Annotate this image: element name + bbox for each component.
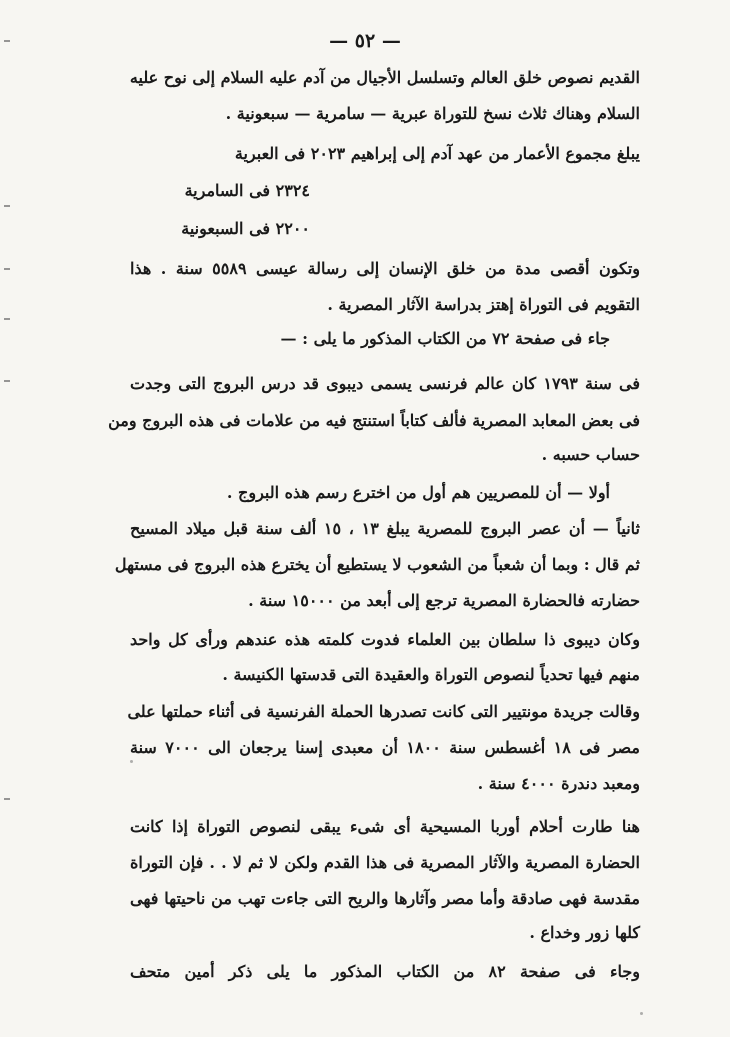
text-line: يبلغ مجموع الأعمار من عهد آدم إلى إبراهيم ٢٠٢٣ فى العبرية [234, 144, 640, 163]
text-line: هنا طارت أحلام أوربا المسيحية أى شىء يبقى لنصوص التوراة إذا كانت [130, 817, 640, 836]
text-line: وتكون أقصى مدة من خلق الإنسان إلى رسالة عيسى ٥٥٨٩ سنة . هذا [130, 259, 641, 278]
scan-speck [640, 1012, 643, 1015]
text-line: ومعبد دندرة ٤٠٠٠ سنة . [477, 774, 640, 793]
scan-mark [4, 268, 10, 270]
scan-mark [4, 380, 10, 382]
text-line: القديم نصوص خلق العالم وتسلسل الأجيال من آدم عليه السلام إلى نوح عليه [129, 68, 640, 87]
text-line: وقالت جريدة مونتيير التى كانت تصدرها الحملة الفرنسية فى أثناء حملتها على [127, 702, 640, 721]
scan-speck [130, 760, 133, 763]
text-line: مقدسة فهى صادقة وأما مصر وآثارها والريح التى جاءت تهب من ناحيتها فهى [130, 889, 640, 908]
scan-mark [4, 318, 10, 320]
text-line: حساب حسبه . [541, 445, 640, 464]
text-line: أولا — أن للمصريين هم أول من اخترع رسم هذه البروج . [226, 483, 610, 502]
text-line: السلام وهناك ثلاث نسخ للتوراة عبرية — سامرية — سبعونية . [225, 104, 640, 123]
text-line: وجاء فى صفحة ٨٢ من الكتاب المذكور ما يلى ذكر أمين متحف [130, 962, 641, 981]
scan-mark [4, 40, 10, 42]
text-line: التقويم فى التوراة إهتز بدراسة الآثار المصرية . [327, 295, 640, 314]
text-line: ثم قال : وبما أن شعباً من الشعوب لا يستطيع أن يخترع هذه البروج فى مستهل [114, 555, 640, 574]
text-line: الحضارة المصرية والآثار المصرية فى هذا القدم ولكن لا ثم لا . . فإن التوراة [130, 853, 640, 872]
text-line: منهم فيها تحدياً لنصوص التوراة والعقيدة التى قدستها الكنيسة . [222, 665, 640, 684]
text-line: ثانياً — أن عصر البروج للمصرية يبلغ ١٣ ، ١٥ ألف سنة قبل ميلاد المسيح [130, 519, 640, 538]
scan-mark [4, 205, 10, 207]
page-number: — ٥٢ — [329, 30, 401, 52]
scan-mark [4, 798, 10, 800]
text-line: فى بعض المعابد المصرية فألف كتاباً استنتج فيه من علامات فى هذه البروج ومن [108, 411, 640, 430]
text-line: مصر فى ١٨ أغسطس سنة ١٨٠٠ أن معبدى إسنا يرجعان الى ٧٠٠٠ سنة [130, 738, 640, 757]
text-line: جاء فى صفحة ٧٢ من الكتاب المذكور ما يلى : — [280, 329, 610, 348]
text-line: وكان ديبوى ذا سلطان بين العلماء فدوت كلمته هذه عندهم ورأى كل واحد [130, 630, 640, 649]
text-line: فى سنة ١٧٩٣ كان عالم فرنسى يسمى ديبوى قد درس البروج التى وجدت [130, 374, 641, 393]
text-line: حضارته فالحضارة المصرية ترجع إلى أبعد من ١٥٠٠٠ سنة . [248, 591, 640, 610]
text-line: كلها زور وخداع . [529, 923, 640, 942]
text-line: ٢٢٠٠ فى السبعونية [181, 219, 310, 238]
text-line: ٢٣٢٤ فى السامرية [184, 181, 310, 200]
